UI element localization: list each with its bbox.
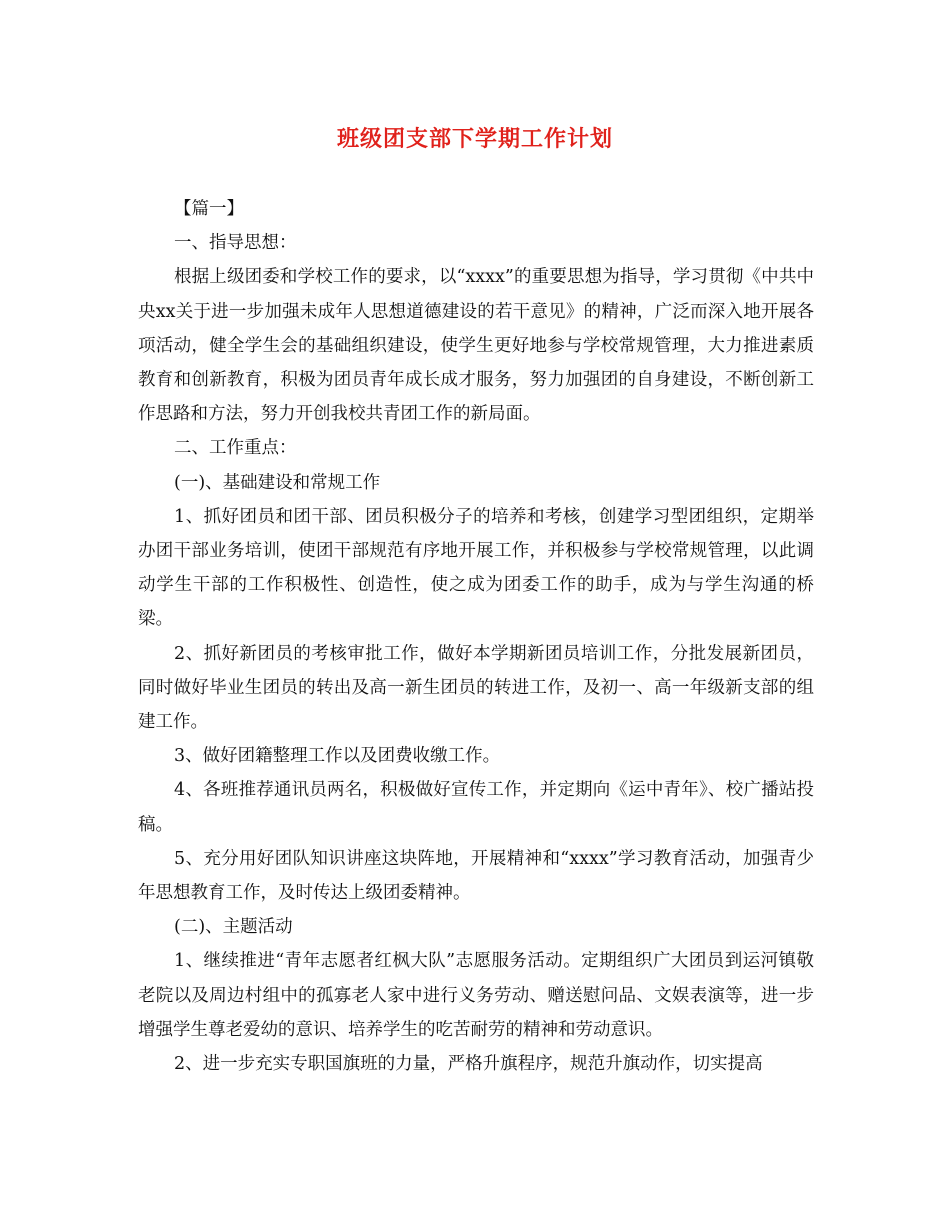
paragraph-guiding-ideology: 根据上级团委和学校工作的要求，以“xxxx”的重要思想为指导，学习贯彻《中共中央xx关于进一步加强未成年人思想道德建设的若干意见》的精神，广泛而深入地开展各项活动，健全学生会的基础组织建设，使学生更好地参与学校常规管理，大力推进素质教育和创新教育，积极为团员青年成长成才服务，努力加强团的自身建设，不断创新工作思路和方法，努力开创我校共青团工作的新局面。	[138, 267, 814, 425]
list-item-basic-3: 3、做好团籍整理工作以及团费收缴工作。	[174, 746, 501, 767]
document-body	[138, 192, 814, 1081]
heading-work-focus: 二、工作重点：	[174, 438, 297, 459]
list-item-basic-4: 4、各班推荐通讯员两名，积极做好宣传工作，并定期向《运中青年》、校广播站投稿。	[138, 780, 814, 835]
document-title: 班级团支部下学期工作计划	[336, 127, 613, 152]
list-item-theme-1: 1、继续推进“青年志愿者红枫大队”志愿服务活动。定期组织广大团员到运河镇敬老院以及周边村组中的孤寡老人家中进行义务劳动、赠送慰问品、文娱表演等，进一步增强学生尊老爱幼的意识、培养学生的吃苦耐劳的精神和劳动意识。	[138, 951, 814, 1040]
list-item-basic-2: 2、抓好新团员的考核审批工作，做好本学期新团员培训工作，分批发展新团员，同时做好毕业生团员的转出及高一新生团员的转进工作，及初一、高一年级新支部的组建工作。	[138, 643, 814, 733]
subheading-theme-activities: (二)、主题活动	[174, 917, 293, 938]
list-item-theme-2: 2、进一步充实专职国旗班的力量，严格升旗程序，规范升旗动作，切实提高	[174, 1054, 763, 1075]
section-label: 【篇一】	[174, 199, 244, 219]
subheading-basic-work: (一)、基础建设和常规工作	[174, 472, 381, 493]
list-item-basic-5: 5、充分用好团队知识讲座这块阵地，开展精神和“xxxx”学习教育活动，加强青少年思想教育工作，及时传达上级团委精神。	[138, 848, 814, 904]
list-item-basic-1: 1、抓好团员和团干部、团员积极分子的培养和考核，创建学习型团组织，定期举办团干部业务培训，使团干部规范有序地开展工作，并积极参与学校常规管理，以此调动学生干部的工作积极性、创造性，使之成为团委工作的助手，成为与学生沟通的桥梁。	[138, 506, 814, 630]
heading-guiding-ideology: 一、指导思想：	[174, 233, 297, 254]
